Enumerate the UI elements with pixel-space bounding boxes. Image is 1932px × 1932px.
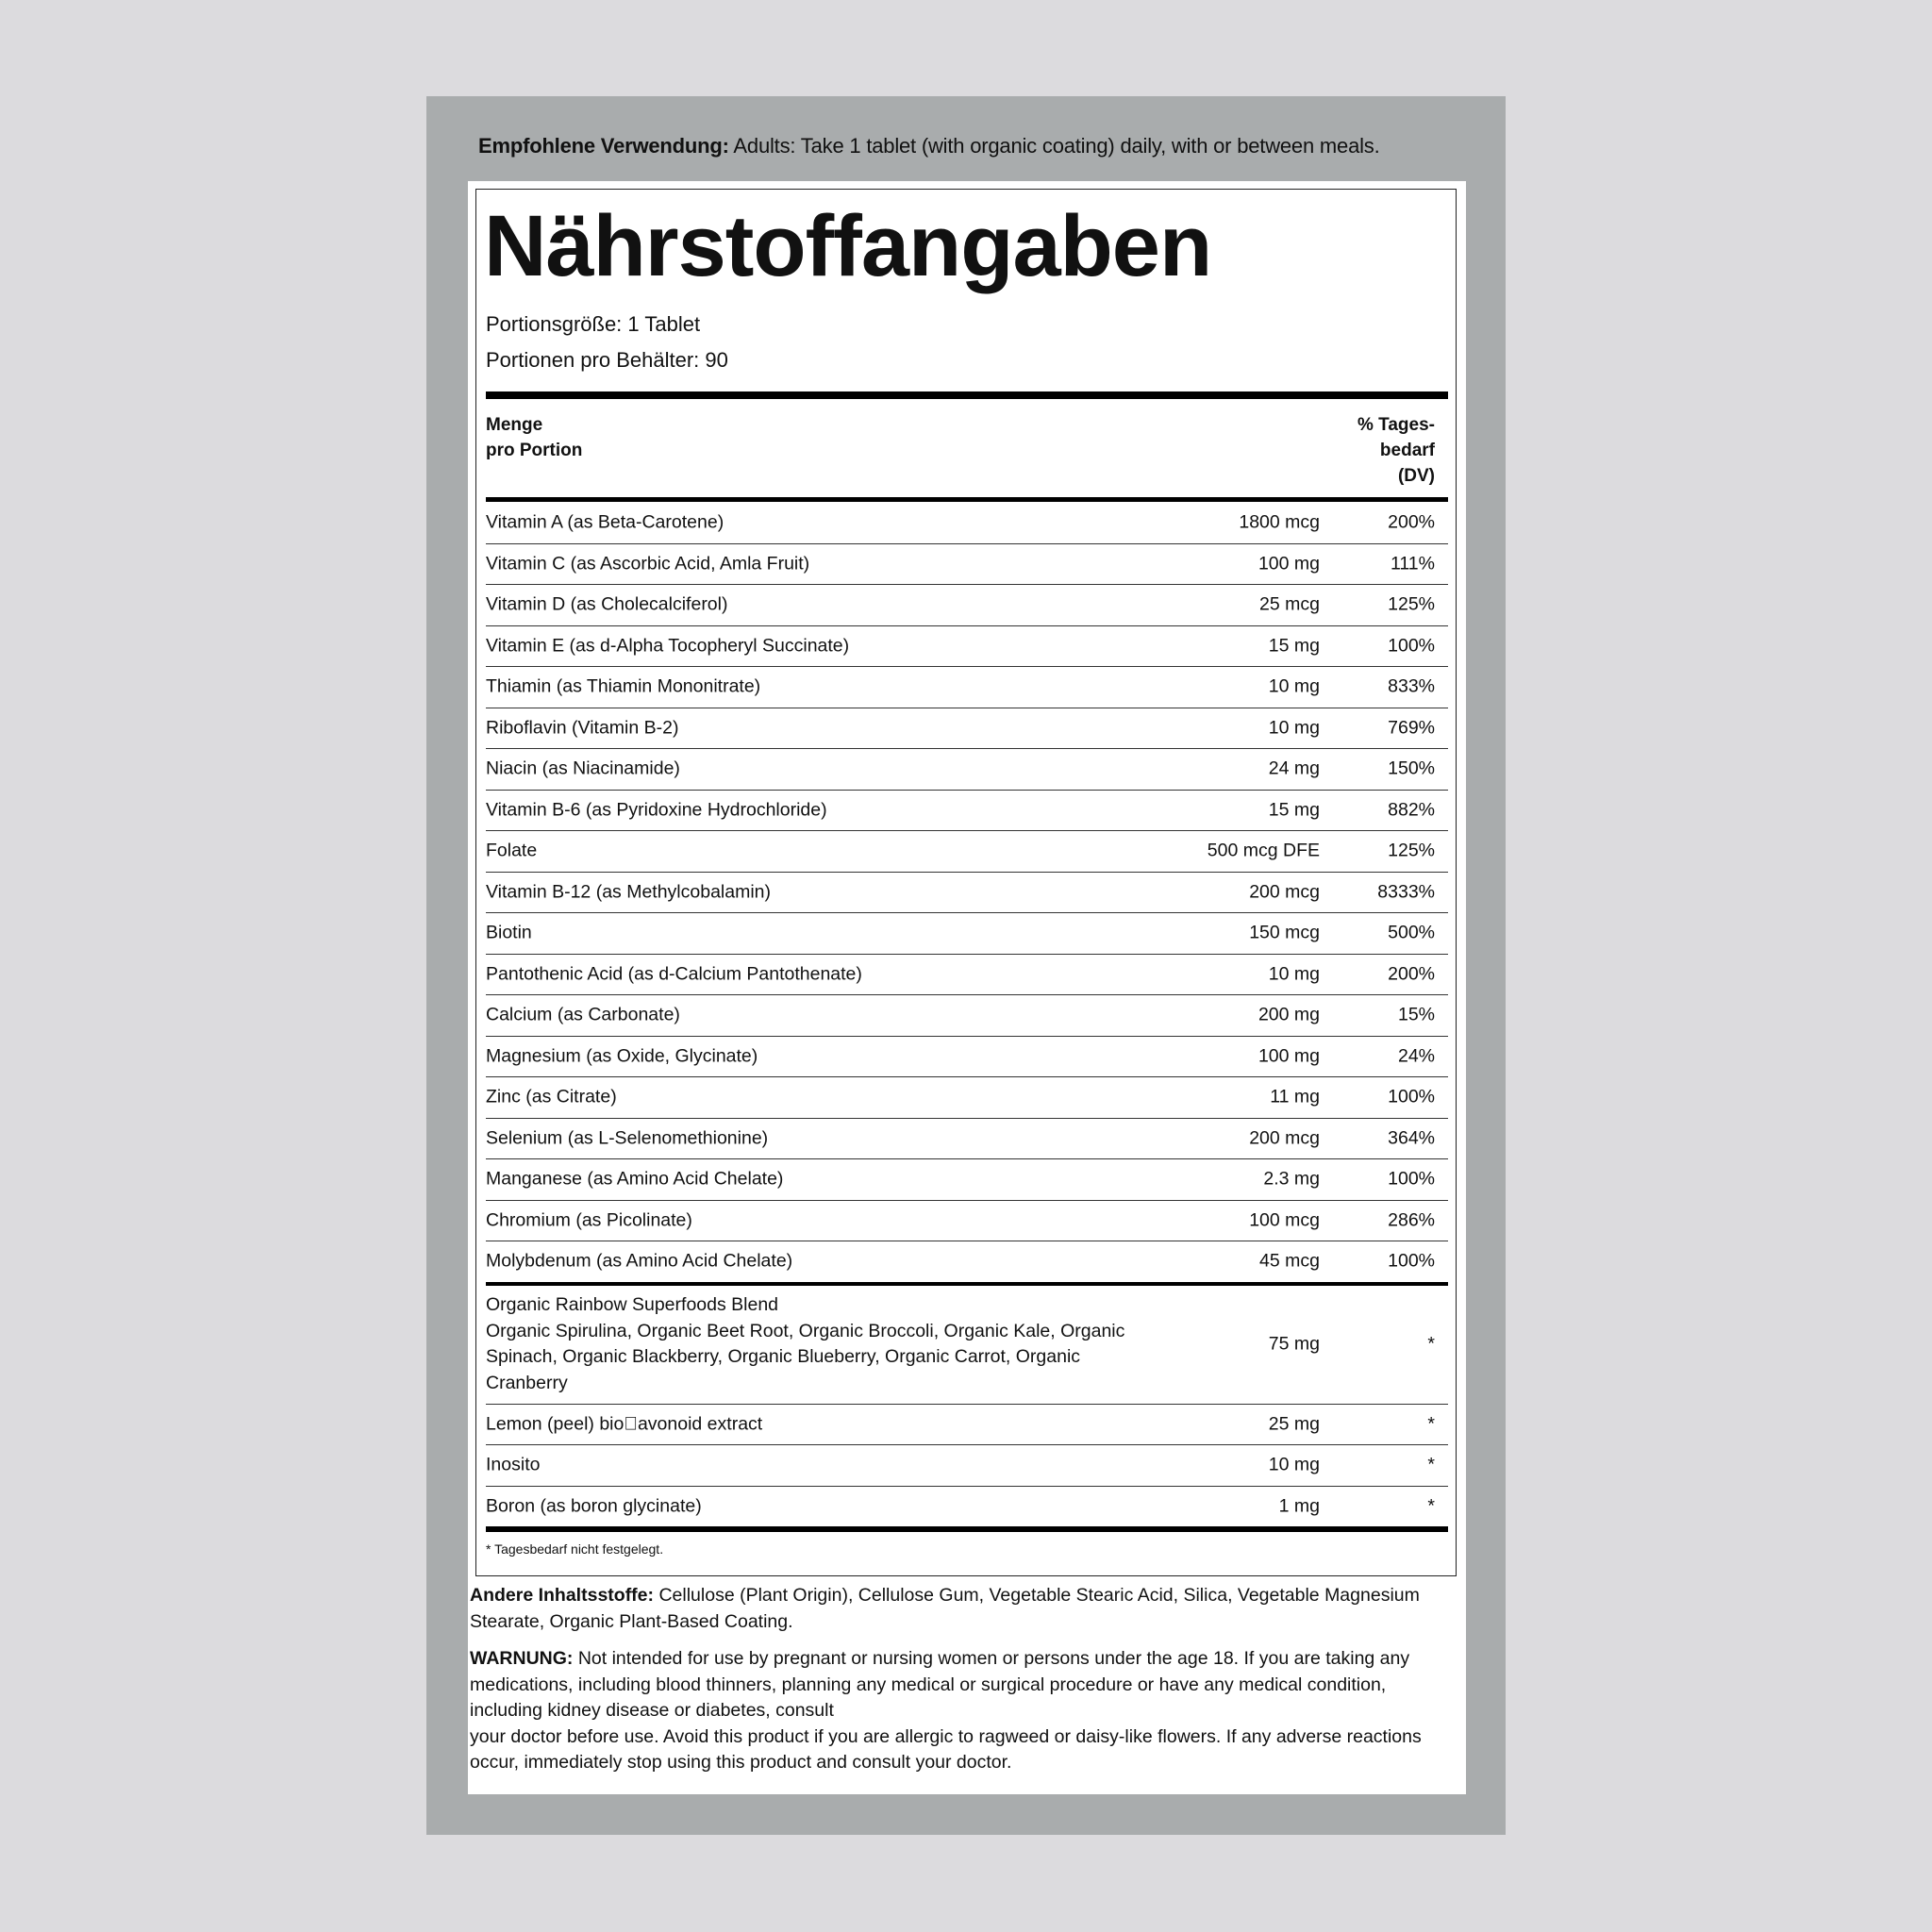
nutrient-name: Pantothenic Acid (as d-Calcium Pantothenate): [486, 963, 862, 985]
nutrient-name: Zinc (as Citrate): [486, 1086, 617, 1108]
nutrient-dv: 24%: [1397, 1045, 1435, 1067]
table-row: [486, 1445, 1448, 1487]
nutrient-dv: 100%: [1388, 1086, 1435, 1108]
nutrient-dv: 8333%: [1377, 881, 1435, 903]
nutrient-amount: 100 mg: [1257, 1045, 1320, 1067]
nutrient-amount: 200 mg: [1257, 1004, 1320, 1025]
nutrient-amount: 2.3 mg: [1263, 1168, 1320, 1190]
nutrient-name: Inosito: [486, 1454, 541, 1475]
nutrient-dv: 200%: [1388, 963, 1435, 985]
nutrient-amount: 10 mg: [1268, 675, 1320, 697]
table-row: [486, 955, 1448, 996]
nutrient-name: Selenium (as L-Selenomethionine): [486, 1127, 769, 1149]
table-row: [486, 749, 1448, 791]
nutrient-name: Riboflavin (Vitamin B-2): [486, 717, 679, 739]
thick-divider: [486, 391, 1448, 399]
nutrient-amount: 15 mg: [1268, 635, 1320, 657]
other-ingredients-label: Andere Inhaltsstoffe:: [470, 1585, 655, 1606]
table-row: [486, 791, 1448, 832]
table-row: [486, 1159, 1448, 1201]
servings-per-container: Portionen pro Behälter: 90: [486, 348, 728, 372]
nutrient-name: Vitamin B-6 (as Pyridoxine Hydrochloride): [486, 799, 827, 821]
daily-value-header: % Tages- bedarf (DV): [1357, 415, 1435, 486]
table-row: [486, 1037, 1448, 1078]
nutrient-name: Magnesium (as Oxide, Glycinate): [486, 1045, 758, 1067]
nutrient-dv: 125%: [1388, 840, 1435, 861]
page-title: Nährstoffangaben: [484, 198, 1212, 294]
nutrient-amount: 200 mcg: [1249, 881, 1320, 903]
other-ingredients-text: Cellulose (Plant Origin), Cellulose Gum, Vegetable Stearic Acid, Silica, Vegetable Magnesium Stearate, Organic Plant-Based Coating.: [470, 1585, 1420, 1632]
nutrient-amount: 45 mcg: [1259, 1250, 1320, 1272]
nutrient-name: Chromium (as Picolinate): [486, 1209, 692, 1231]
nutrient-name: Biotin: [486, 922, 532, 943]
nutrient-dv: 15%: [1397, 1004, 1435, 1025]
nutrient-name: Vitamin B-12 (as Methylcobalamin): [486, 881, 772, 903]
warning-label: WARNUNG:: [470, 1648, 574, 1669]
label-panel: [426, 96, 1506, 1835]
table-row: [486, 544, 1448, 586]
nutrient-dv: 150%: [1388, 758, 1435, 779]
warning-text: WARNUNG: Not intended for use by pregnant or nursing women or persons under the age 18. If you are taking any medications, including blood thinners, planning any medical or surgical procedure or have any medical condition, including kidney disease or diabetes, consult your doctor before use. Avoid this product if you are allergic to ragweed or daisy-like flowers. If any adverse reactions occur, immediately stop using this product and consult your doctor.: [470, 1648, 1422, 1773]
table-row: [486, 708, 1448, 750]
nutrient-dv: 769%: [1388, 717, 1435, 739]
nutrient-amount: 200 mcg: [1249, 1127, 1320, 1149]
table-row: [486, 503, 1448, 544]
nutrient-name: Thiamin (as Thiamin Mononitrate): [486, 675, 761, 697]
nutrient-dv: *: [1427, 1413, 1435, 1435]
table-row: [486, 1077, 1448, 1119]
blend-ingredients: Organic Spirulina, Organic Beet Root, Organic Broccoli, Organic Kale, Organic Spinach, Organic Blackberry, Organic Blueberry, Organic Carrot, Organic Cranberry: [486, 1320, 1125, 1393]
nutrient-amount: 75 mg: [1268, 1333, 1320, 1355]
nutrient-dv: 111%: [1391, 553, 1435, 575]
nutrient-amount: 10 mg: [1268, 1454, 1320, 1475]
table-row: [486, 626, 1448, 668]
nutrient-amount: 100 mg: [1257, 553, 1320, 575]
table-row: [486, 1405, 1448, 1446]
nutrient-dv: 882%: [1388, 799, 1435, 821]
table-row: [486, 995, 1448, 1037]
nutrient-dv: 125%: [1388, 593, 1435, 615]
nutrient-amount: 1 mg: [1278, 1495, 1320, 1517]
nutrient-amount: 500 mcg DFE: [1207, 840, 1320, 861]
other-ingredients: [470, 1583, 1451, 1635]
nutrient-name: Vitamin A (as Beta-Carotene): [486, 511, 724, 533]
nutrient-amount: 15 mg: [1268, 799, 1320, 821]
nutrient-dv: 100%: [1388, 635, 1435, 657]
table-row: [486, 831, 1448, 873]
nutrient-dv: 200%: [1388, 511, 1435, 533]
nutrient-amount: 25 mcg: [1259, 593, 1320, 615]
table-row: [486, 913, 1448, 955]
blend-row: [486, 1286, 1448, 1405]
serving-size: Portionsgröße: 1 Tablet: [486, 312, 701, 336]
nutrient-name: Vitamin E (as d-Alpha Tocopheryl Succinate): [486, 635, 850, 657]
table-row: [486, 667, 1448, 708]
nutrient-dv: *: [1427, 1333, 1435, 1355]
nutrient-table: [486, 503, 1448, 1532]
nutrient-dv: *: [1427, 1495, 1435, 1517]
table-row: [486, 1201, 1448, 1242]
usage-label: Empfohlene Verwendung:: [478, 134, 729, 158]
nutrient-name: Molybdenum (as Amino Acid Chelate): [486, 1250, 793, 1272]
nutrient-name: Folate: [486, 840, 538, 861]
nutrient-name: Calcium (as Carbonate): [486, 1004, 680, 1025]
nutrient-name: Niacin (as Niacinamide): [486, 758, 680, 779]
header-divider: [486, 497, 1448, 502]
nutrient-name: Vitamin C (as Ascorbic Acid, Amla Fruit): [486, 553, 810, 575]
nutrient-amount: 24 mg: [1268, 758, 1320, 779]
table-row: [486, 1119, 1448, 1160]
label-card: [468, 181, 1466, 1794]
table-row: [486, 1241, 1448, 1286]
amount-per-serving-header: Menge pro Portion: [486, 415, 583, 460]
nutrient-dv: 100%: [1388, 1168, 1435, 1190]
nutrient-amount: 100 mcg: [1249, 1209, 1320, 1231]
nutrient-name: Boron (as boron glycinate): [486, 1495, 702, 1517]
footnote: * Tagesbedarf nicht festgelegt.: [486, 1541, 664, 1557]
nutrient-amount: 10 mg: [1268, 963, 1320, 985]
nutrition-facts-box: [475, 189, 1457, 1576]
table-row: [486, 873, 1448, 914]
nutrient-amount: 25 mg: [1268, 1413, 1320, 1435]
table-row: [486, 585, 1448, 626]
nutrient-amount: 150 mcg: [1249, 922, 1320, 943]
blend-name: Organic Rainbow Superfoods Blend: [486, 1294, 779, 1315]
nutrient-amount: 10 mg: [1268, 717, 1320, 739]
nutrient-dv: 364%: [1388, 1127, 1435, 1149]
nutrient-name: [486, 1292, 1137, 1396]
nutrient-amount: 1800 mcg: [1239, 511, 1320, 533]
nutrient-dv: 500%: [1388, 922, 1435, 943]
nutrient-dv: 286%: [1388, 1209, 1435, 1231]
nutrient-name: Vitamin D (as Cholecalciferol): [486, 593, 728, 615]
usage-line: [478, 134, 1380, 158]
nutrient-dv: 833%: [1388, 675, 1435, 697]
usage-text: Adults: Take 1 tablet (with organic coating) daily, with or between meals.: [728, 134, 1380, 158]
nutrient-amount: 11 mg: [1270, 1086, 1320, 1108]
nutrient-dv: 100%: [1388, 1250, 1435, 1272]
nutrient-name: Lemon (peel) bio avonoid extract: [486, 1413, 763, 1435]
nutrient-name: Manganese (as Amino Acid Chelate): [486, 1168, 784, 1190]
nutrient-dv: *: [1427, 1454, 1435, 1475]
table-row: [486, 1487, 1448, 1533]
